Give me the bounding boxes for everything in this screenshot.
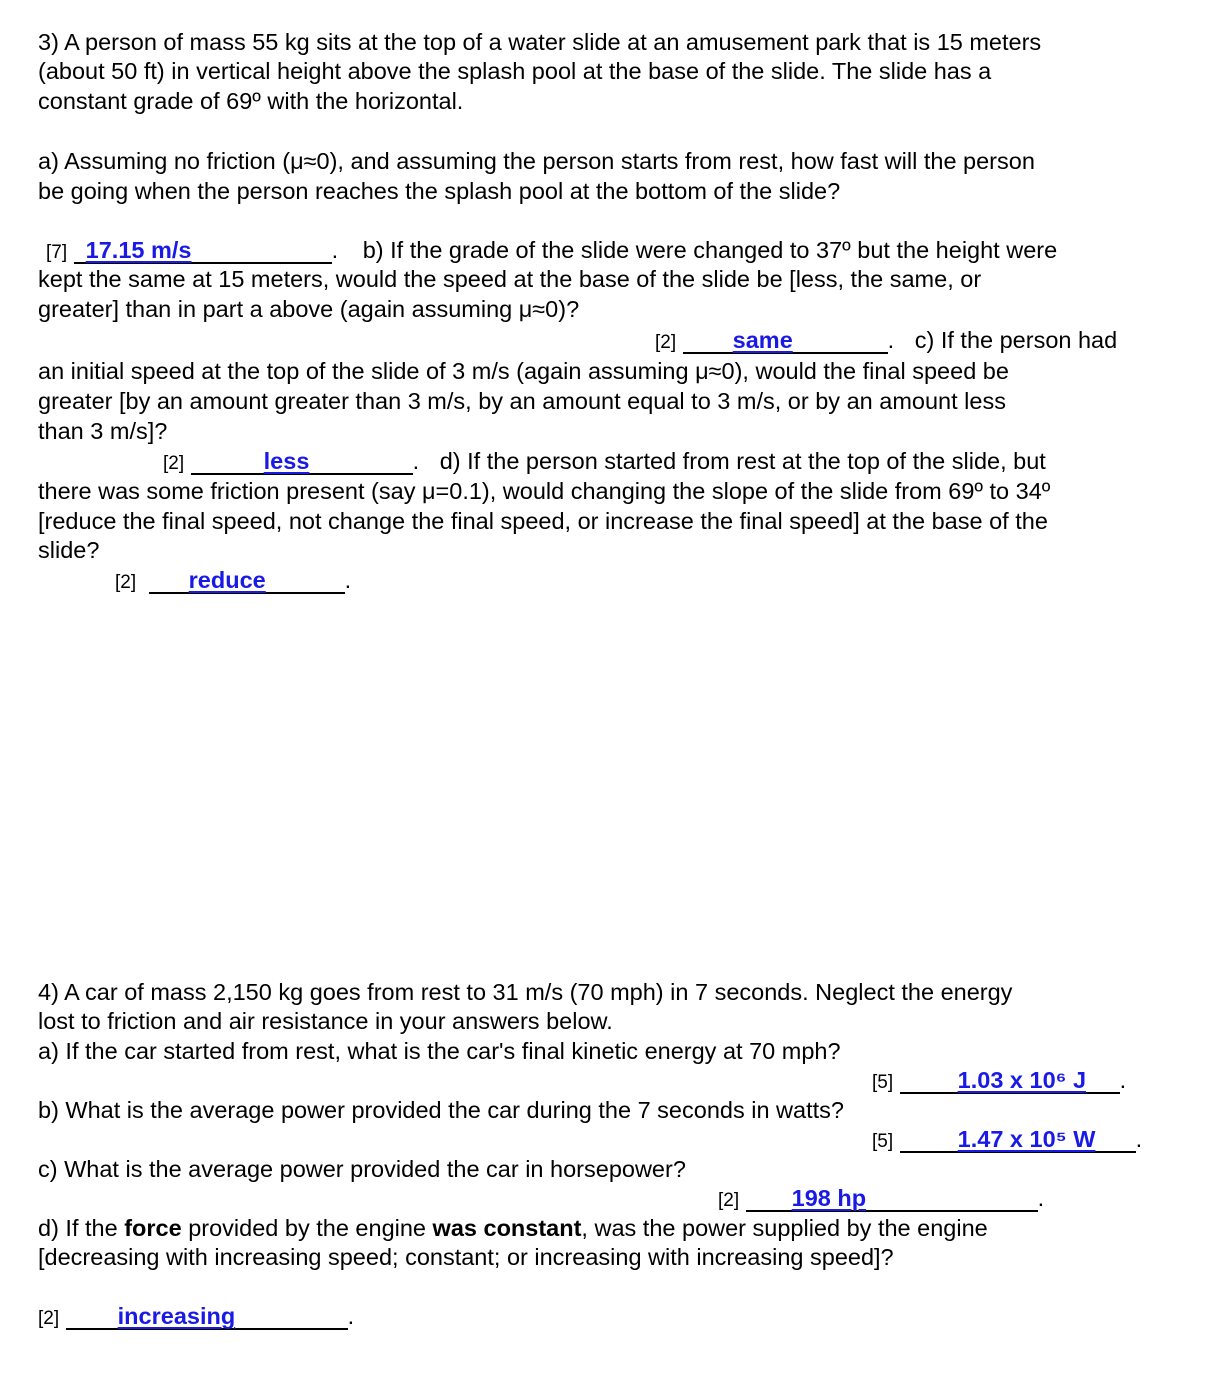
q3-stem-line-2: (about 50 ft) in vertical height above the splash pool at the base of the slide. The slide has a xyxy=(38,58,992,84)
q3-c-answer: less xyxy=(263,448,310,474)
q4-stem-line-2: lost to friction and air resistance in your answers below. xyxy=(38,1008,613,1034)
q4-d-question-bold-force: force xyxy=(124,1215,182,1241)
q4-d-question-post: , was the power supplied by the engine xyxy=(581,1215,988,1241)
q4-c-points: [2] xyxy=(718,1190,740,1211)
q3-a-points: [7] xyxy=(46,242,68,263)
q4-d-question-bold-constant: was constant xyxy=(432,1215,582,1241)
q3-c-question-line-2: an initial speed at the top of the slide of 3 m/s (again assuming μ≈0), would the final speed be xyxy=(38,358,1009,384)
q3-c-answer-row: [2] less . d) If the person started from rest at the top of the slide, but xyxy=(163,448,1046,474)
q3-stem-line-1: 3) A person of mass 55 kg sits at the top of a water slide at an amusement park that is 15 meters xyxy=(38,29,1042,55)
q3-d-answer: reduce xyxy=(188,567,266,593)
q4-d-answer: increasing xyxy=(117,1303,236,1329)
q4-d-question-pre: d) If the xyxy=(38,1215,125,1241)
q3-c-answer-blank xyxy=(191,449,413,475)
q3-c-question-line-1: c) If the person had xyxy=(914,327,1118,353)
q4-d-answer-blank xyxy=(66,1304,348,1330)
q3-d-question-line-1: d) If the person started from rest at the top of the slide, but xyxy=(439,448,1046,474)
q3-d-answer-blank xyxy=(149,568,345,594)
q3-a-question-line-2: be going when the person reaches the splash pool at the bottom of the slide? xyxy=(38,178,841,204)
q3-c-question-line-3: greater [by an amount greater than 3 m/s, by an amount equal to 3 m/s, or by an amount less xyxy=(38,388,1006,414)
q3-b-answer: same xyxy=(732,327,793,353)
q4-c-answer-row: [2] 198 hp . xyxy=(718,1185,1045,1211)
q3-a-question-line-1: a) Assuming no friction (μ≈0), and assuming the person starts from rest, how fast will the person xyxy=(38,148,1035,174)
q3-b-answer-blank xyxy=(683,328,888,354)
q3-b-answer-row: [2] same . c) If the person had xyxy=(655,327,1118,353)
q4-a-answer-row: [5] 1.03 x 10⁶ J . xyxy=(872,1067,1127,1093)
q4-a-points: [5] xyxy=(872,1072,894,1093)
q4-d-question-line-2: [decreasing with increasing speed; constant; or increasing with increasing speed]? xyxy=(38,1244,894,1270)
q4-c-question: c) What is the average power provided the car in horsepower? xyxy=(38,1156,686,1182)
q4-b-answer-blank xyxy=(900,1127,1136,1153)
q3-a-answer-blank xyxy=(74,238,332,264)
q4-a-answer-blank xyxy=(900,1068,1120,1094)
q4-c-answer: 198 hp xyxy=(791,1185,867,1211)
q4-b-answer-row: [5] 1.47 x 10⁵ W . xyxy=(872,1126,1143,1152)
q4-b-answer: 1.47 x 10⁵ W xyxy=(957,1126,1096,1152)
q3-b-question-line-1: b) If the grade of the slide were changed to 37º but the height were xyxy=(362,237,1058,263)
q3-a-answer: 17.15 m/s xyxy=(85,237,192,263)
q4-a-question: a) If the car started from rest, what is the car's final kinetic energy at 70 mph? xyxy=(38,1038,841,1064)
q4-d-question-line-1 xyxy=(38,1213,988,1243)
q4-d-answer-row: [2] increasing . xyxy=(38,1303,355,1329)
q3-d-question-line-2: there was some friction present (say μ=0.1), would changing the slope of the slide from 69º to 34º xyxy=(38,478,1051,504)
q3-c-points: [2] xyxy=(163,453,185,474)
q4-d-question-mid: provided by the engine xyxy=(181,1215,433,1241)
q3-a-answer-row: [7] 17.15 m/s . b) If the grade of the slide were changed to 37º but the height were xyxy=(46,237,1058,263)
q3-b-question-line-3: greater] than in part a above (again assuming μ≈0)? xyxy=(38,296,580,322)
q3-stem-line-3: constant grade of 69º with the horizontal. xyxy=(38,88,464,114)
q4-stem-line-1: 4) A car of mass 2,150 kg goes from rest to 31 m/s (70 mph) in 7 seconds. Neglect the energy xyxy=(38,979,1013,1005)
q4-b-question: b) What is the average power provided the car during the 7 seconds in watts? xyxy=(38,1097,844,1123)
q3-d-question-line-4: slide? xyxy=(38,537,100,563)
q3-b-points: [2] xyxy=(655,332,677,353)
q4-b-points: [5] xyxy=(872,1131,894,1152)
q4-d-points: [2] xyxy=(38,1308,60,1329)
q3-c-question-line-4: than 3 m/s]? xyxy=(38,418,168,444)
q3-d-question-line-3: [reduce the final speed, not change the final speed, or increase the final speed] at the base of the xyxy=(38,508,1048,534)
q3-b-question-line-2: kept the same at 15 meters, would the speed at the base of the slide be [less, the same, or xyxy=(38,266,982,292)
q3-d-points: [2] xyxy=(115,572,137,593)
q3-d-answer-row: [2] reduce . xyxy=(115,567,352,593)
q4-a-answer: 1.03 x 10⁶ J xyxy=(957,1067,1087,1093)
q4-c-answer-blank xyxy=(746,1186,1038,1212)
